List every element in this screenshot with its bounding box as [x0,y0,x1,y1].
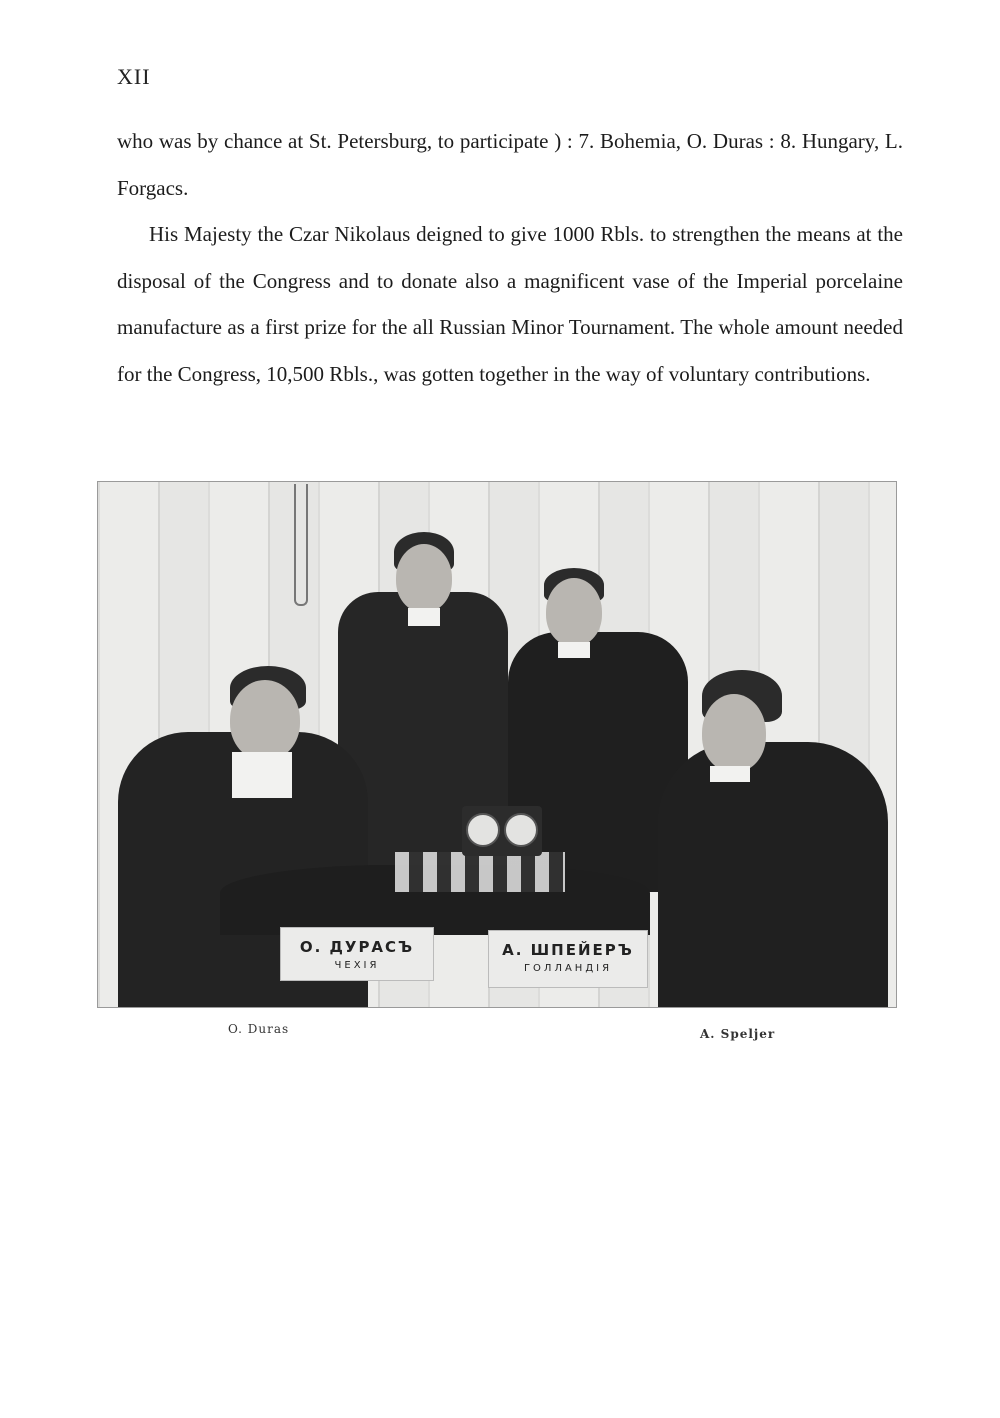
collar [710,766,750,782]
collar [558,642,590,658]
nameplate-duras [280,927,434,981]
chess-clock [462,806,542,856]
head [546,578,602,646]
nameplate-name: О. ДУРАСЪ [299,938,415,956]
caption-right: A. Speljer [700,1027,776,1041]
head [230,680,300,760]
head [396,544,452,612]
chess-board [395,852,565,892]
paragraph-2: His Majesty the Czar Nikolaus deigned to give 1000 Rbls. to strengthen the means at the disposal of the Congress and to donate also a magnificent vase of the Imperial porcelaine manufacture as a first prize for the all Russian Minor Tournament. The whole amount needed for the Congress, 10,500 Rbls., was gotten together in the way of voluntary contributions. [117,222,903,386]
bell-cord [294,484,308,606]
collar [232,752,292,798]
page-number: XII [117,64,151,89]
caption-left: O. Duras [228,1022,290,1036]
nameplate-name: А. ШПЕЙЕРЪ [502,941,634,959]
clock-dial-right [504,813,538,847]
nameplate-speijer [488,930,648,988]
nameplate-country: ГОЛЛАНДІЯ [523,963,613,974]
paragraph-1: who was by chance at St. Petersburg, to participate ) : 7. Bohemia, O. Duras : 8. Hungary, L. Forgacs. [117,129,903,200]
seated-player-speijer [658,742,888,1008]
clock-dial-left [466,813,500,847]
head [702,694,766,772]
nameplate-country: ЧЕХІЯ [334,960,380,971]
collar [408,608,440,626]
